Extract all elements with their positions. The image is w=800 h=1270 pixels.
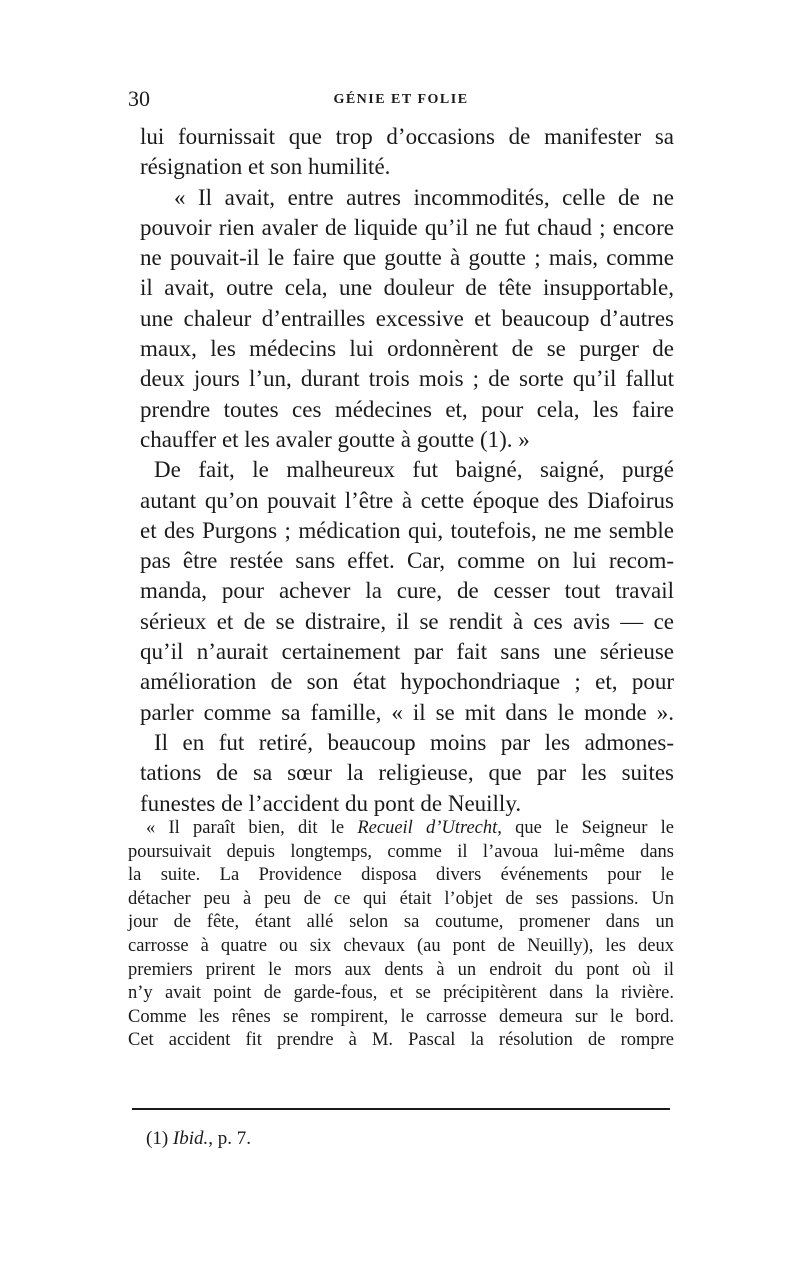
text-line: lui fournissait que trop d’occasions de manifester sa (140, 124, 674, 149)
text-line: parler comme sa famille, « il se mit dans le monde ». (140, 699, 674, 725)
text-line: il avait, outre cela, une douleur de tête insupportable, (140, 275, 674, 301)
text-line: chauffer et les avaler goutte à goutte (1). » (140, 426, 530, 452)
page-header (128, 86, 674, 116)
text-line: manda, pour achever la cure, de cesser tout travail (140, 578, 674, 604)
text-line: tations de sa sœur la religieuse, que par les suites (140, 760, 674, 786)
footnote-ibid: Ibid. (172, 1128, 209, 1149)
text-line: deux jours l’un, durant trois mois ; de sorte qu’il fallut (140, 366, 674, 392)
page-number: 30 (128, 86, 150, 111)
text-line: et des Purgons ; médication qui, toutefois, ne me semble (140, 517, 674, 543)
main-text (140, 122, 674, 819)
quote-line: la suite. La Providence disposa divers événements pour le (128, 865, 674, 886)
quote-line: Cet accident fit prendre à M. Pascal la résolution de rompre (128, 1030, 674, 1051)
text-line: ne pouvait-il le faire que goutte à goutte ; mais, comme (140, 245, 674, 271)
quote-line: détacher peu à peu de ce qui était l’objet de ses passions. Un (128, 888, 674, 909)
quote-line: premiers prirent le mors aux dents à un endroit du pont où il (128, 959, 674, 980)
text-line: amélioration de son état hypochondriaque ; et, pour (140, 669, 674, 695)
quote-line: carrosse à quatre ou six chevaux (au pont de Neuilly), les deux (128, 935, 674, 956)
text-line: sérieux et de se distraire, il se rendit à ces avis — ce (140, 608, 674, 634)
footnote-marker: (1) (146, 1128, 173, 1149)
text-line: Il en fut retiré, beaucoup moins par les admones- (154, 729, 674, 755)
footnote-page: , p. 7. (208, 1128, 252, 1149)
text-line: funestes de l’accident du pont de Neuilly. (140, 790, 522, 816)
text-line: pas être restée sans effet. Car, comme on lui recom- (140, 548, 674, 574)
quote-line: n’y avait point de garde-fous, et se précipitèrent dans la rivière. (128, 983, 674, 1004)
quoted-passage (128, 817, 674, 1053)
text-line: « Il avait, entre autres incommodités, celle de ne (174, 184, 674, 210)
quote-line: jour de fête, étant allé selon sa coutume, promener dans un (128, 912, 674, 933)
quote-line (128, 817, 674, 841)
source-title: Recueil d’Utrecht (357, 818, 498, 838)
text-line: De fait, le malheureux fut baigné, saigné, purgé (154, 457, 674, 483)
footnote-divider (132, 1108, 670, 1110)
running-head: GÉNIE ET FOLIE (333, 92, 469, 107)
quote-line: poursuivait depuis longtemps, comme il l’avoua lui-même dans (128, 841, 674, 862)
text-line: maux, les médecins lui ordonnèrent de se purger de (140, 336, 674, 362)
quote-text: , que le Seigneur le (497, 818, 674, 838)
footnote (146, 1128, 251, 1150)
text-line: résignation et son humilité. (140, 154, 391, 180)
text-line: qu’il n’aurait certainement par fait sans une sérieuse (140, 639, 674, 665)
text-line: pouvoir rien avaler de liquide qu’il ne fut chaud ; encore (140, 214, 674, 240)
text-line: autant qu’on pouvait l’être à cette époque des Diafoirus (140, 487, 674, 513)
text-line: prendre toutes ces médecines et, pour cela, les faire (140, 396, 674, 422)
text-line: une chaleur d’entrailles excessive et beaucoup d’autres (140, 305, 674, 331)
quote-line: Comme les rênes se rompirent, le carrosse demeura sur le bord. (128, 1006, 674, 1027)
quote-text: « Il paraît bien, dit le (146, 818, 358, 838)
